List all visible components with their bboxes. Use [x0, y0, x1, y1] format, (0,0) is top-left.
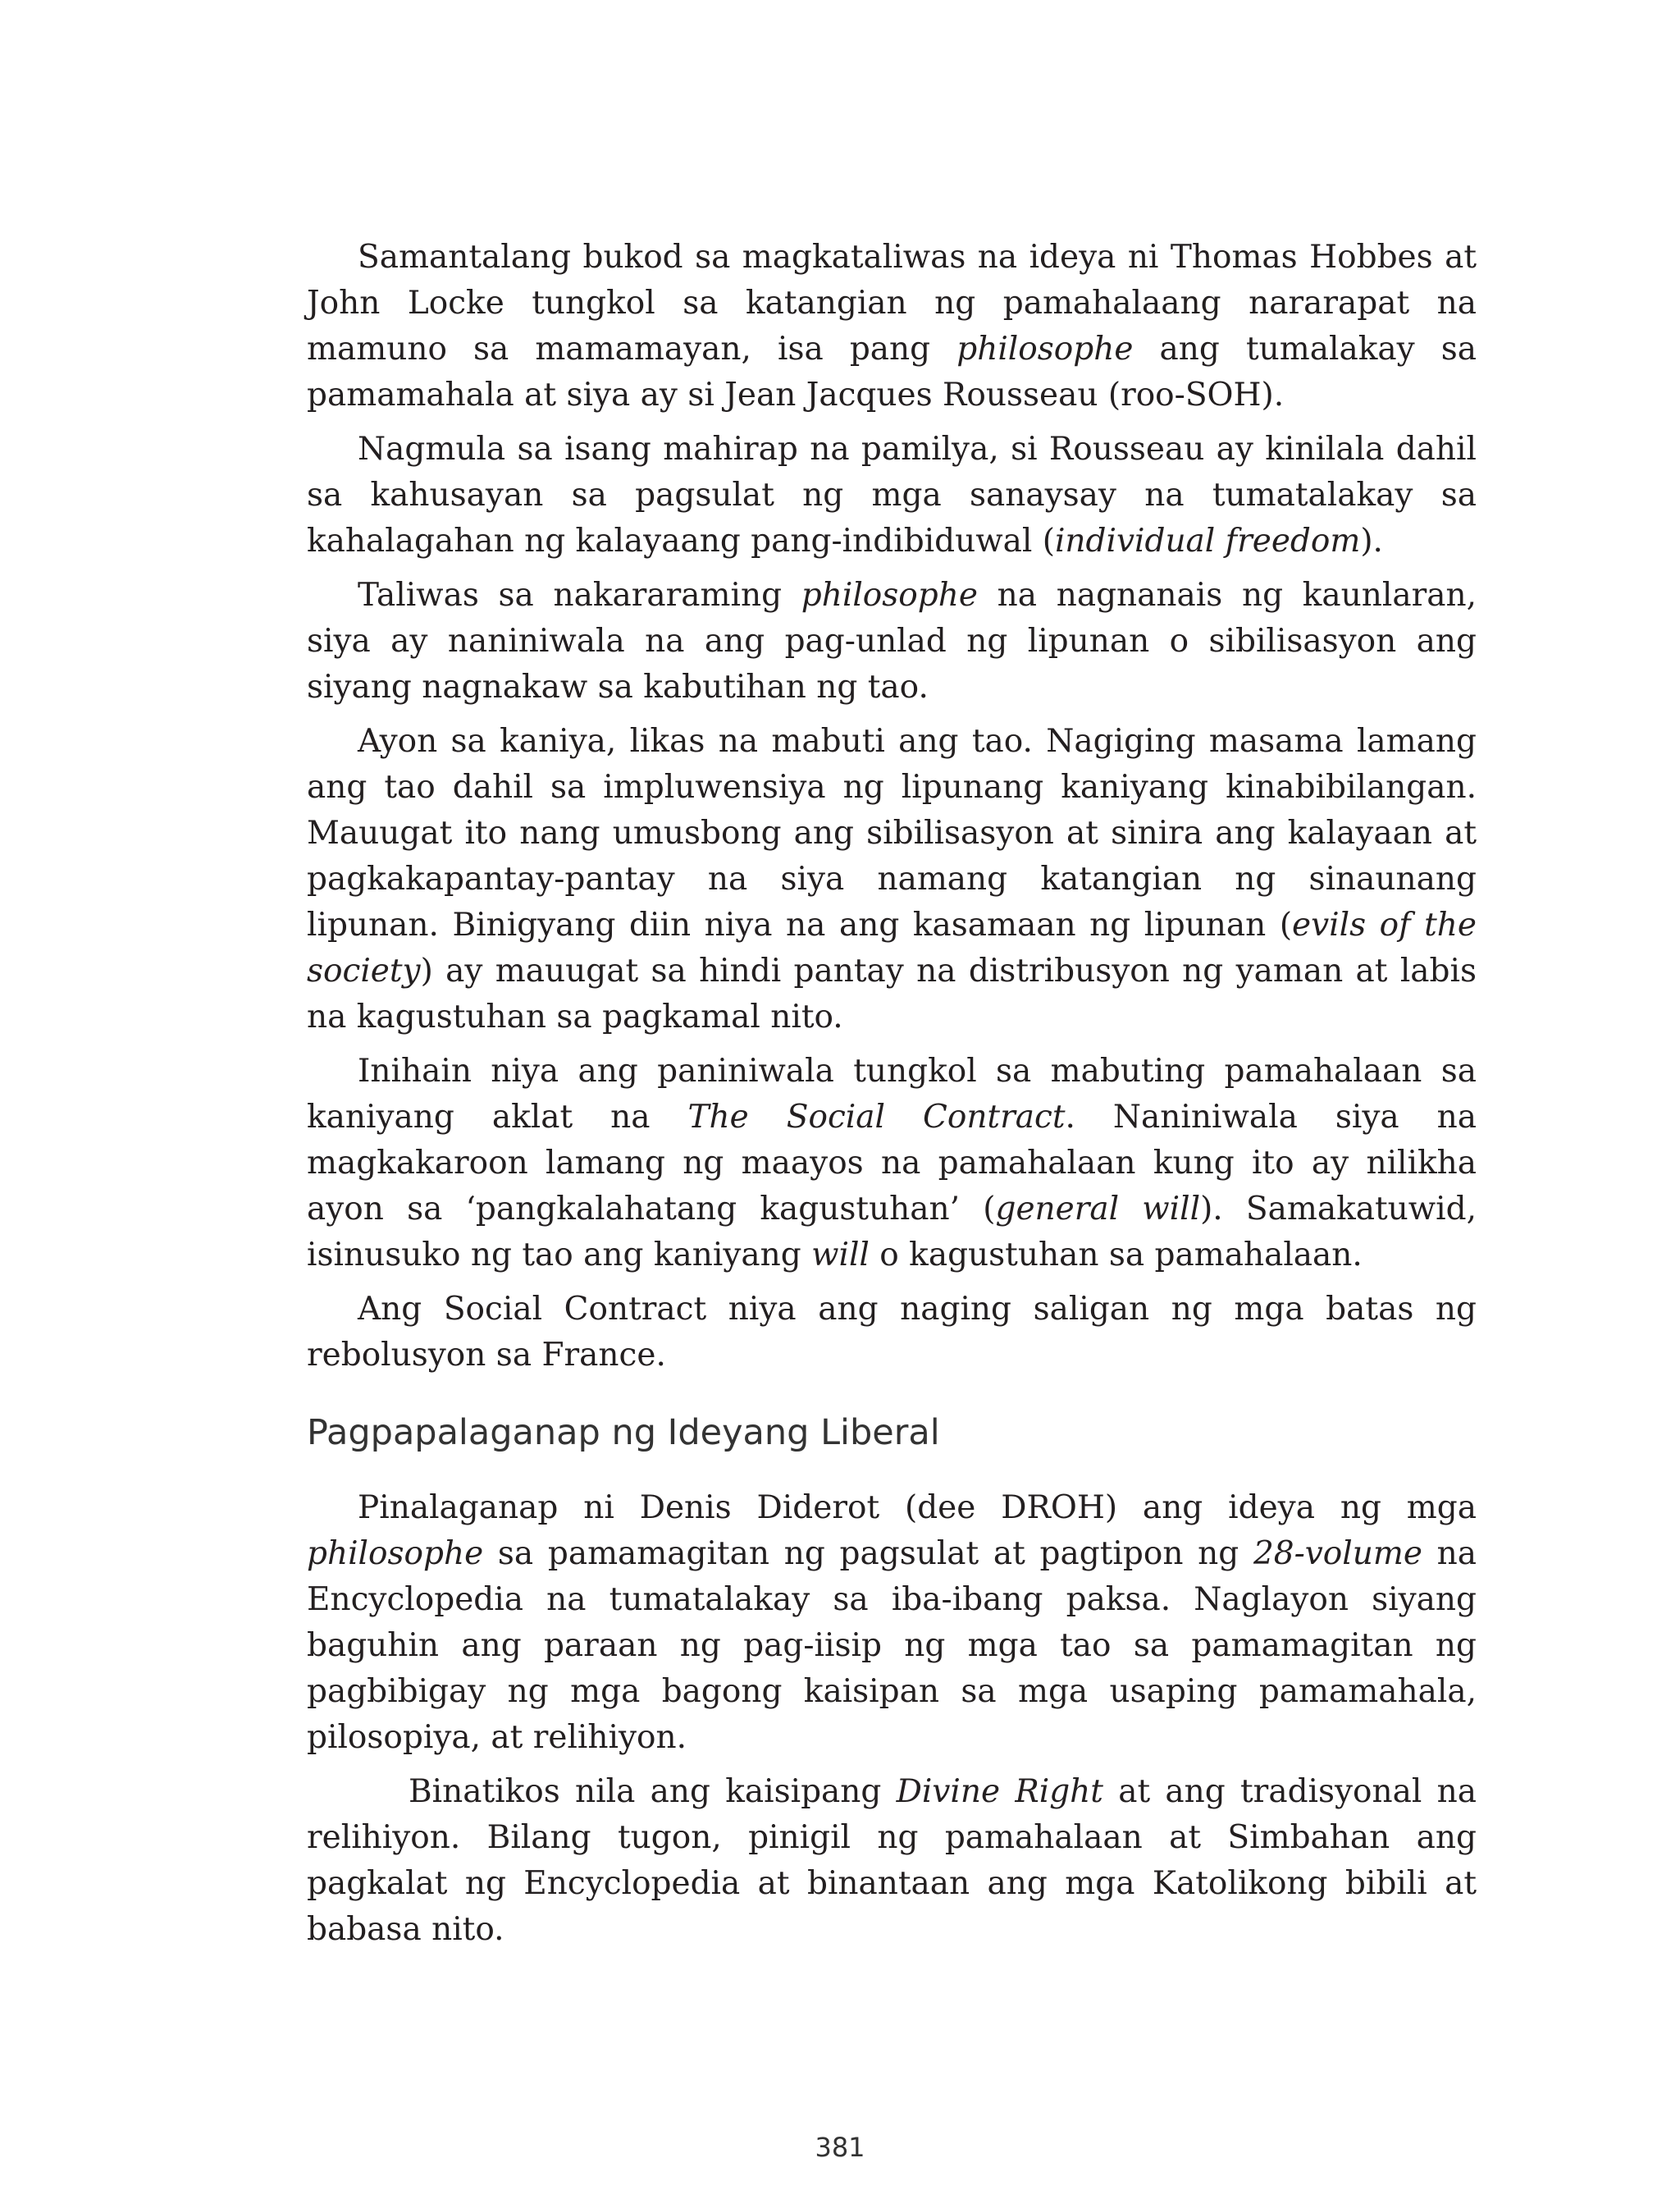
italic-term: Divine Right [896, 1773, 1103, 1810]
text-run: Ang Social Contract niya ang naging saligan ng mga batas ng rebolusyon sa France. [307, 1291, 1477, 1374]
text-run: Pinalaganap ni Denis Diderot (dee DROH) ang ideya ng mga [358, 1489, 1477, 1526]
paragraph [307, 1485, 1477, 1761]
italic-term: philosophe [307, 1535, 484, 1572]
text-run: Nagmula sa isang mahirap na pamilya, si Rousseau ay kinilala dahil sa kahusayan sa pagsulat ng mga sanaysay na tumatalakay sa kahalagahan ng kalayaang pang-indibiduwal ( [307, 431, 1477, 560]
italic-term: evils of the society [307, 907, 1477, 990]
section-rousseau-body [307, 235, 1477, 1387]
page-number: 381 [815, 2132, 865, 2163]
text-run: ang tumalakay sa pamamahala at siya ay si Jean Jacques Rousseau (roo-SOH). [307, 331, 1477, 414]
text-run: o kagustuhan sa pamahalaan. [869, 1237, 1363, 1273]
paragraph [307, 235, 1477, 418]
text-run: na nagnanais ng kaunlaran, siya ay naniniwala na ang pag-unlad ng lipunan o sibilisasyon ang siyang nagnakaw sa kabutihan ng tao. [307, 577, 1477, 706]
paragraph [307, 719, 1477, 1040]
text-run: na Encyclopedia na tumatalakay sa iba-ibang paksa. Naglayon siyang baguhin ang paraan ng pag-iisip ng mga tao sa pamamagitan ng pagbibigay ng mga bagong kaisipan sa mga usaping pamamahala, pilosopiya, at relihiyon. [307, 1535, 1477, 1756]
text-run: ). [1360, 523, 1383, 560]
paragraph [307, 427, 1477, 565]
italic-term: philosophe [801, 577, 978, 614]
italic-term: 28-volume [1253, 1535, 1422, 1572]
text-run: ). Samakatuwid, isinusuko ng tao ang kaniyang [307, 1191, 1477, 1273]
text-run: Taliwas sa nakararaming [358, 577, 801, 614]
italic-term: general will [995, 1191, 1201, 1228]
text-run: ) ay mauugat sa hindi pantay na distribusyon ng yaman at labis na kagustuhan sa pagkamal nito. [307, 953, 1477, 1036]
text-run: Samantalang bukod sa magkataliwas na ideya ni Thomas Hobbes at John Locke tungkol sa katangian ng pamahalaang nararapat na mamuno sa mamamayan, isa pang [307, 239, 1477, 368]
text-run: Binatikos nila ang kaisipang [409, 1773, 897, 1810]
section-liberal-body [307, 1485, 1477, 1961]
text-run: Inihain niya ang paniniwala tungkol sa mabuting pamahalaan sa kaniyang aklat na [307, 1053, 1477, 1136]
section-heading: Pagpapalaganap ng Ideyang Liberal [307, 1412, 940, 1453]
text-run: at ang tradisyonal na relihiyon. Bilang tugon, pinigil ng pamahalaan at Simbahan ang pagkalat ng Encyclopedia at binantaan ang mga Katolikong bibili at babasa nito. [307, 1773, 1477, 1948]
italic-term: philosophe [956, 331, 1134, 368]
paragraph [307, 573, 1477, 711]
paragraph [307, 1287, 1477, 1378]
text-run: sa pamamagitan ng pagsulat at pagtipon ng [483, 1535, 1253, 1572]
text-run: Ayon sa kaniya, likas na mabuti ang tao. Nagiging masama lamang ang tao dahil sa impluwensiya ng lipunang kaniyang kinabibilangan. Mauugat ito nang umusbong ang sibilisasyon at sinira ang kalayaan at pagkakapantay-pantay na siya namang katangian ng sinaunang lipunan. Binigyang diin niya na ang kasamaan ng lipunan ( [307, 723, 1477, 944]
paragraph [307, 1769, 1477, 1953]
text-run: . Naniniwala siya na magkakaroon lamang ng maayos na pamahalaan kung ito ay nilikha ayon sa ‘pangkalahatang kagustuhan’ ( [307, 1099, 1477, 1228]
italic-term: The Social Contract [687, 1099, 1066, 1136]
paragraph [307, 1049, 1477, 1278]
italic-term: will [811, 1237, 870, 1273]
italic-term: individual freedom [1054, 523, 1361, 560]
